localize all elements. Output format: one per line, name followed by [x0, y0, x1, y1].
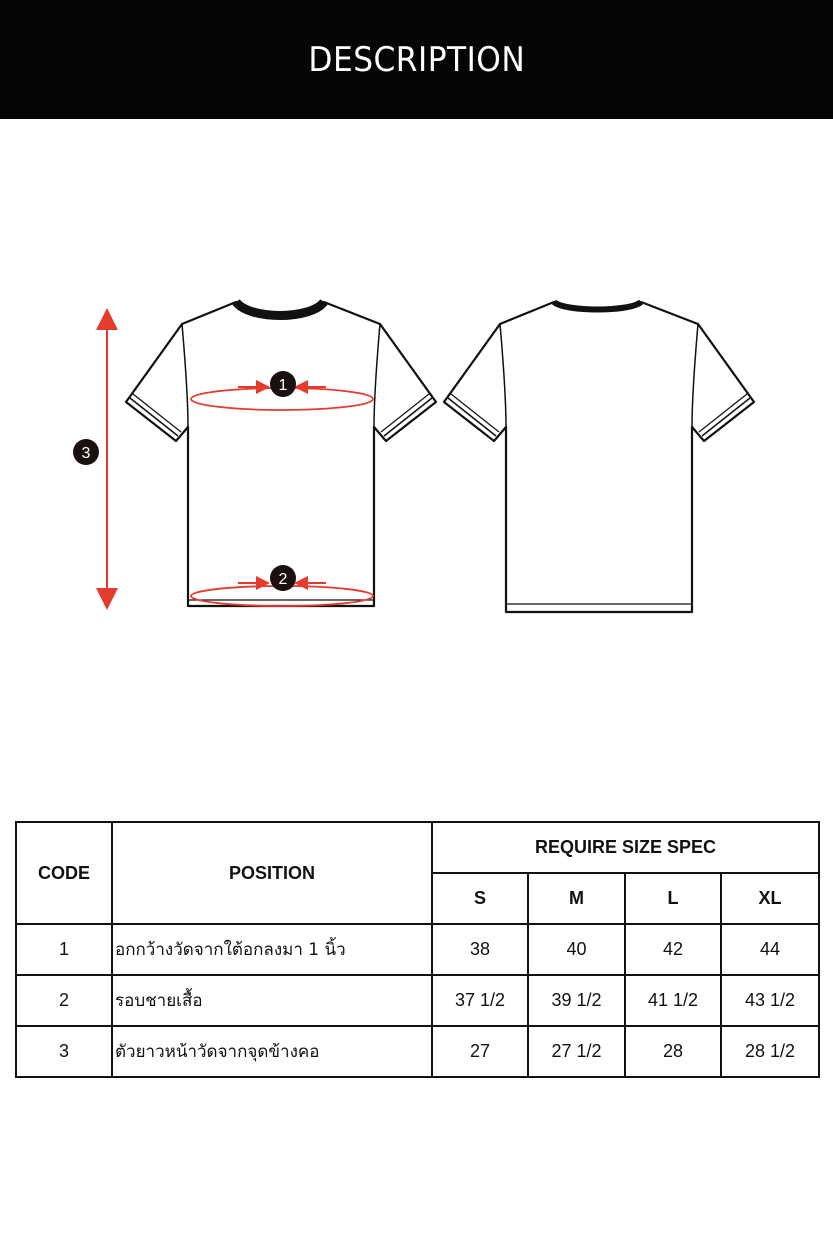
marker-1-badge — [270, 371, 296, 397]
row-code: 3 — [16, 1026, 112, 1077]
svg-text:1: 1 — [278, 377, 288, 394]
row-position: อกกว้างวัดจากใต้อกลงมา 1 นิ้ว — [112, 924, 432, 975]
header-position: POSITION — [112, 822, 432, 924]
size-header-m: M — [528, 873, 625, 924]
header-require-size-spec: REQUIRE SIZE SPEC — [432, 822, 819, 873]
row-value-m: 39 1/2 — [528, 975, 625, 1026]
header-code: CODE — [16, 822, 112, 924]
row-code: 2 — [16, 975, 112, 1026]
length-measurement-arrow — [96, 308, 118, 610]
table-row — [16, 924, 819, 975]
marker-3-badge — [73, 439, 99, 465]
front-tshirt — [126, 302, 436, 606]
back-tshirt — [444, 302, 754, 612]
size-spec-table — [15, 821, 820, 1078]
row-value-l: 28 — [625, 1026, 721, 1077]
row-code: 1 — [16, 924, 112, 975]
row-value-xl: 43 1/2 — [721, 975, 819, 1026]
size-header-l: L — [625, 873, 721, 924]
svg-text:3: 3 — [81, 445, 91, 462]
row-value-m: 27 1/2 — [528, 1026, 625, 1077]
row-position: รอบชายเสื้อ — [112, 975, 432, 1026]
row-value-l: 41 1/2 — [625, 975, 721, 1026]
row-value-s: 37 1/2 — [432, 975, 528, 1026]
row-position: ตัวยาวหน้าวัดจากจุดข้างคอ — [112, 1026, 432, 1077]
svg-text:2: 2 — [278, 571, 288, 588]
size-header-s: S — [432, 873, 528, 924]
row-value-s: 27 — [432, 1026, 528, 1077]
page-title: DESCRIPTION — [308, 39, 525, 80]
row-value-xl: 44 — [721, 924, 819, 975]
page-header — [0, 0, 833, 119]
size-header-xl: XL — [721, 873, 819, 924]
row-value-m: 40 — [528, 924, 625, 975]
table-row — [16, 1026, 819, 1077]
size-diagram — [0, 280, 833, 640]
table-row — [16, 975, 819, 1026]
row-value-xl: 28 1/2 — [721, 1026, 819, 1077]
marker-2-badge — [270, 565, 296, 591]
row-value-l: 42 — [625, 924, 721, 975]
row-value-s: 38 — [432, 924, 528, 975]
